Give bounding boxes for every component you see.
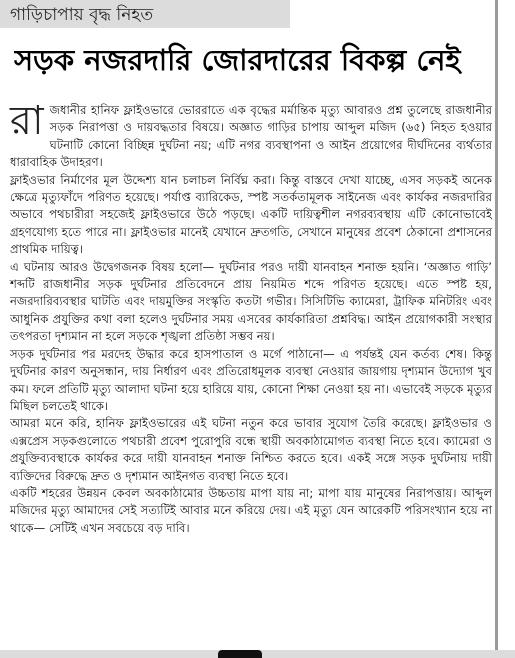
paragraph: [10, 98, 492, 172]
headline: সড়ক নজরদারি জোরদারের বিকল্প নেই: [14, 43, 461, 77]
paragraph: একটি শহরের উন্নয়ন কেবল অবকাঠামোর উচ্চতায় মাপা যায় না; মাপা যায় মানুষের নিরাপত্তায়। আব্দুল মজিদের মৃত্যু আমাদের সেই সত্যটিই আবার মনে করিয়ে দেয়। এই মৃত্যু যেন আরেকটি পরিসংখ্যান হয়ে না থাকে— সেটিই এখন সবচেয়ে বড় দাবি।: [10, 485, 492, 535]
paragraph-text: জধানীর হানিফ ফ্লাইওভারে ভোররাতে এক বৃদ্ধের মর্মান্তিক মৃত্যু আবারও প্রশ্ন তুলেছে রাজধানীর সড়ক নিরাপত্তা ও দায়বদ্ধতার বিষয়ে। অজ্ঞাত গাড়ির চাপায় আব্দুল মজিদ (৬৫) নিহত হওয়ার ঘটনাটি কোনো বিচ্ছিন্ন দুর্ঘটনা নয়; এটি নগর ব্যবস্থাপনা ও আইন প্রয়োগের দীর্ঘদিনের ব্যর্থতার ধারাবাহিক উদাহরণ।: [10, 103, 492, 170]
page-number-mark: [218, 650, 262, 658]
paragraph: এ ঘটনায় আরও উদ্বেগজনক বিষয় হলো— দুর্ঘটনার পরও দায়ী যানবাহন শনাক্ত হয়নি। ‘অজ্ঞাত গাড়ি’ শব্দটি রাজধানীর সড়ক দুর্ঘটনার প্রতিবেদনে প্রায় নিয়মিত শব্দে পরিণত হয়েছে। এতে স্পষ্ট হয়, নজরদারিব্যবস্থার ঘাটতি এবং দায়মুক্তির সংস্কৃতি কতটা গভীর। সিসিটিভি ক্যামেরা, ট্রাফিক মনিটরিং এবং আধুনিক প্রযুক্তির কথা বলা হলেও দুর্ঘটনার সময় এসবের কার্যকারিতা প্রশ্নবিদ্ধ। আইন প্রয়োগকারী সংস্থার তৎপরতা দৃশ্যমান না হলে সড়কে শৃঙ্খলা প্রতিষ্ঠা সম্ভব নয়।: [10, 259, 492, 344]
paragraph: ফ্লাইওভার নির্মাণের মূল উদ্দেশ্য যান চলাচল নির্বিঘ্ন করা। কিন্তু বাস্তবে দেখা যাচ্ছে, এসব সড়কই অনেক ক্ষেত্রে মৃত্যুফাঁদে পরিণত হয়েছে। পর্যাপ্ত ব্যারিকেড, স্পষ্ট সতর্কতামূলক সাইনেজ এবং কার্যকর নজরদারির অভাবে পথচারীরা সহজেই ফ্লাইওভারে উঠে পড়ছে। একটি দায়িত্বশীল নগরব্যবস্থায় এটি কোনোভাবেই গ্রহণযোগ্য হতে পারে না। ফ্লাইওভার মানেই যেখানে দ্রুতগতি, সেখানে মানুষের প্রবেশ ঠেকানো প্রশাসনের প্রাথমিক দায়িত্ব।: [10, 172, 492, 257]
column-rule: [495, 0, 498, 652]
paragraph: সড়ক দুর্ঘটনার পর মরদেহ উদ্ধার করে হাসপাতাল ও মর্গে পাঠানো— এ পর্যন্তই যেন কর্তব্য শেষ। কিন্তু দুর্ঘটনার কারণ অনুসন্ধান, দায় নির্ধারণ এবং প্রতিরোধমূলক ব্যবস্থা নেওয়ার জায়গায় দৃশ্যমান উদ্যোগ খুব কম। ফলে প্রতিটি মৃত্যু আলাদা ঘটনা হয়ে হারিয়ে যায়, কোনো শিক্ষা নেওয়া হয় না। এভাবেই সড়কে মৃত্যুর মিছিল চলতেই থাকে।: [10, 346, 492, 413]
drop-cap: রা: [10, 98, 44, 144]
paragraph: আমরা মনে করি, হানিফ ফ্লাইওভারের এই ঘটনা নতুন করে ভাবার সুযোগ তৈরি করেছে। ফ্লাইওভার ও এক্সপ্রেস সড়কগুলোতে পথচারী প্রবেশ পুরোপুরি বন্ধে স্থায়ী অবকাঠামোগত ব্যবস্থা নিতে হবে। ক্যামেরা ও প্রযুক্তিব্যবস্থাকে কার্যকর করে দায়ী যানবাহন শনাক্ত নিশ্চিত করতে হবে। একই সঙ্গে সড়ক দুর্ঘটনায় দায়ী ব্যক্তিদের বিরুদ্ধে দ্রুত ও দৃশ্যমান আইনগত ব্যবস্থা নিতে হবে।: [10, 416, 492, 483]
kicker-text: গাড়িচাপায় বৃদ্ধ নিহত: [10, 5, 154, 25]
article-body: [10, 98, 492, 537]
